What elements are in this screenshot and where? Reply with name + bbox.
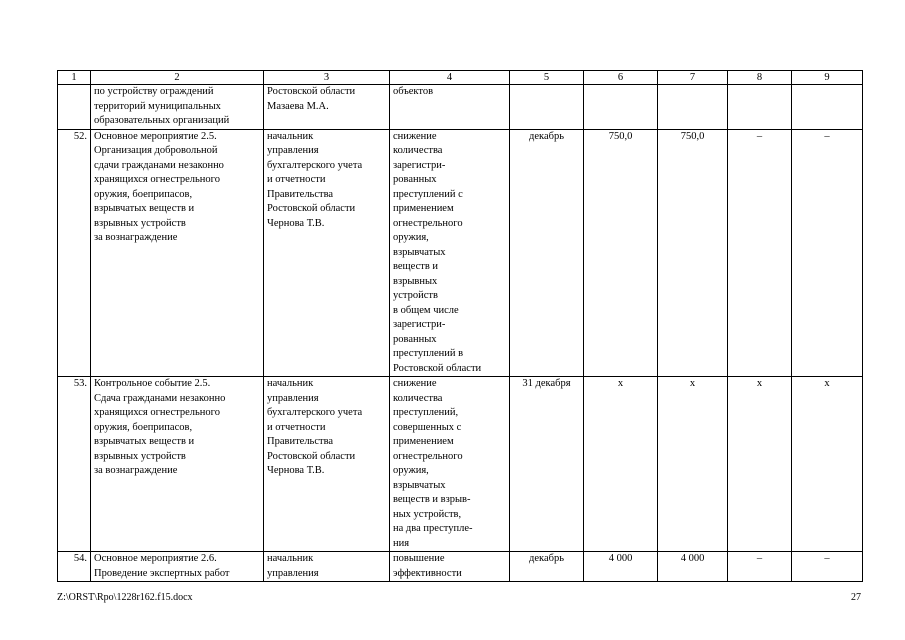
result-cell-line: взрывчатых	[393, 246, 446, 258]
result-cell-line: применением	[393, 203, 454, 214]
responsible-cell-line: управления	[267, 145, 319, 156]
responsible-cell-line: Чернова Т.В.	[267, 465, 325, 476]
result-cell-line: зарегистри-	[393, 319, 446, 330]
responsible-cell-line: начальник	[267, 553, 314, 564]
responsible-cell-line: бухгалтерского учета	[267, 159, 363, 171]
result-cell-line: снижение	[393, 130, 437, 142]
result-cell-line: объектов	[393, 86, 434, 97]
col-header: 7	[658, 71, 728, 85]
event-cell-line: Проведение экспертных работ	[94, 567, 230, 579]
column-number-row	[58, 71, 863, 85]
result-cell-line: снижение	[393, 378, 437, 389]
event-cell-line: территорий муниципальных	[94, 100, 221, 112]
value-cell: 750,0	[658, 129, 728, 377]
event-cell-line: Основное мероприятие 2.5.	[94, 130, 217, 142]
event-cell-line: за вознаграждение	[94, 465, 178, 476]
table-row	[58, 377, 863, 552]
table-row	[58, 129, 863, 377]
page-number: 27	[851, 592, 861, 603]
result-cell	[390, 129, 510, 377]
col-header: 5	[510, 71, 584, 85]
event-cell-line: за вознаграждение	[94, 232, 178, 243]
row-number: 53.	[58, 377, 91, 552]
result-cell-line: веществ и	[393, 261, 439, 272]
responsible-cell-line: управления	[267, 392, 319, 404]
responsible-cell-line: бухгалтерского учета	[267, 407, 363, 418]
value-cell	[792, 85, 863, 130]
schedule-table	[57, 70, 863, 582]
result-cell	[390, 85, 510, 130]
term-cell	[510, 85, 584, 130]
result-cell-line: оружия,	[393, 232, 429, 243]
responsible-cell-line: Правительства	[267, 436, 334, 447]
result-cell-line: веществ и взрыв-	[393, 494, 471, 505]
responsible-cell-line: Ростовской области	[267, 86, 356, 97]
event-cell-line: сдачи гражданами незаконно	[94, 159, 224, 171]
result-cell-line: рованных	[393, 174, 437, 185]
value-cell: 750,0	[584, 129, 658, 377]
responsible-cell-line: и отчетности	[267, 174, 326, 185]
result-cell-line: взрывных	[393, 275, 438, 287]
result-cell	[390, 377, 510, 552]
event-cell-line: взрывных устройств	[94, 217, 186, 229]
responsible-cell-line: Ростовской области	[267, 450, 356, 462]
result-cell-line: устройств	[393, 290, 438, 301]
result-cell-line: на два преступле-	[393, 523, 473, 534]
event-cell	[91, 552, 264, 582]
row-number: 54.	[58, 552, 91, 582]
value-cell: –	[792, 552, 863, 582]
event-cell-line: Организация добровольной	[94, 145, 218, 156]
event-cell-line: хранящихся огнестрельного	[94, 174, 220, 185]
event-cell-line: взрывчатых веществ и	[94, 436, 195, 447]
value-cell: х	[584, 377, 658, 552]
event-cell-line: оружия, боеприпасов,	[94, 421, 193, 433]
value-cell: х	[792, 377, 863, 552]
value-cell: –	[728, 129, 792, 377]
value-cell: х	[728, 377, 792, 552]
term-cell: 31 декабря	[510, 377, 584, 552]
result-cell-line: зарегистри-	[393, 159, 446, 171]
result-cell-line: эффективности	[393, 567, 462, 579]
col-header: 1	[58, 71, 91, 85]
value-cell	[658, 85, 728, 130]
responsible-cell	[264, 377, 390, 552]
table-row	[58, 552, 863, 582]
row-number	[58, 85, 91, 130]
responsible-cell-line: и отчетности	[267, 421, 326, 433]
responsible-cell-line: Чернова Т.В.	[267, 217, 325, 229]
result-cell-line: огнестрельного	[393, 217, 463, 229]
result-cell-line: Ростовской области	[393, 362, 482, 374]
result-cell-line: оружия,	[393, 465, 429, 476]
event-cell-line: взрывчатых веществ и	[94, 203, 195, 214]
event-cell	[91, 129, 264, 377]
result-cell-line: применением	[393, 436, 454, 447]
responsible-cell	[264, 129, 390, 377]
col-header: 9	[792, 71, 863, 85]
result-cell-line: огнестрельного	[393, 450, 463, 462]
table-row	[58, 85, 863, 130]
value-cell: 4 000	[584, 552, 658, 582]
event-cell-line: оружия, боеприпасов,	[94, 188, 193, 200]
col-header: 6	[584, 71, 658, 85]
result-cell	[390, 552, 510, 582]
col-header: 2	[91, 71, 264, 85]
responsible-cell-line: начальник	[267, 130, 314, 142]
event-cell	[91, 85, 264, 130]
result-cell-line: ния	[393, 537, 410, 549]
file-path: Z:\ORST\Rpo\1228r162.f15.docx	[57, 592, 193, 603]
event-cell-line: Основное мероприятие 2.6.	[94, 553, 217, 564]
result-cell-line: преступлений в	[393, 348, 464, 359]
value-cell	[584, 85, 658, 130]
col-header: 3	[264, 71, 390, 85]
result-cell-line: количества	[393, 392, 443, 404]
responsible-cell-line: Правительства	[267, 188, 334, 200]
responsible-cell-line: Ростовской области	[267, 203, 356, 214]
term-cell: декабрь	[510, 129, 584, 377]
value-cell: –	[792, 129, 863, 377]
responsible-cell-line: Мазаева М.А.	[267, 100, 329, 112]
col-header: 4	[390, 71, 510, 85]
responsible-cell-line: управления	[267, 567, 319, 579]
event-cell-line: по устройству ограждений	[94, 86, 214, 97]
responsible-cell	[264, 552, 390, 582]
value-cell: х	[658, 377, 728, 552]
value-cell: 4 000	[658, 552, 728, 582]
row-number: 52.	[58, 129, 91, 377]
value-cell: –	[728, 552, 792, 582]
event-cell-line: хранящихся огнестрельного	[94, 407, 220, 418]
term-cell: декабрь	[510, 552, 584, 582]
event-cell-line: Контрольное событие 2.5.	[94, 378, 211, 389]
result-cell-line: совершенных с	[393, 421, 462, 433]
event-cell-line: взрывных устройств	[94, 450, 186, 462]
result-cell-line: количества	[393, 145, 443, 156]
result-cell-line: рованных	[393, 333, 437, 345]
value-cell	[728, 85, 792, 130]
event-cell-line: Сдача гражданами незаконно	[94, 392, 226, 404]
result-cell-line: повышение	[393, 553, 445, 564]
result-cell-line: преступлений с	[393, 188, 463, 200]
result-cell-line: взрывчатых	[393, 479, 446, 491]
result-cell-line: в общем числе	[393, 304, 459, 316]
result-cell-line: преступлений,	[393, 407, 459, 418]
result-cell-line: ных устройств,	[393, 508, 462, 520]
responsible-cell-line: начальник	[267, 378, 314, 389]
responsible-cell	[264, 85, 390, 130]
event-cell	[91, 377, 264, 552]
event-cell-line: образовательных организаций	[94, 115, 230, 126]
col-header: 8	[728, 71, 792, 85]
